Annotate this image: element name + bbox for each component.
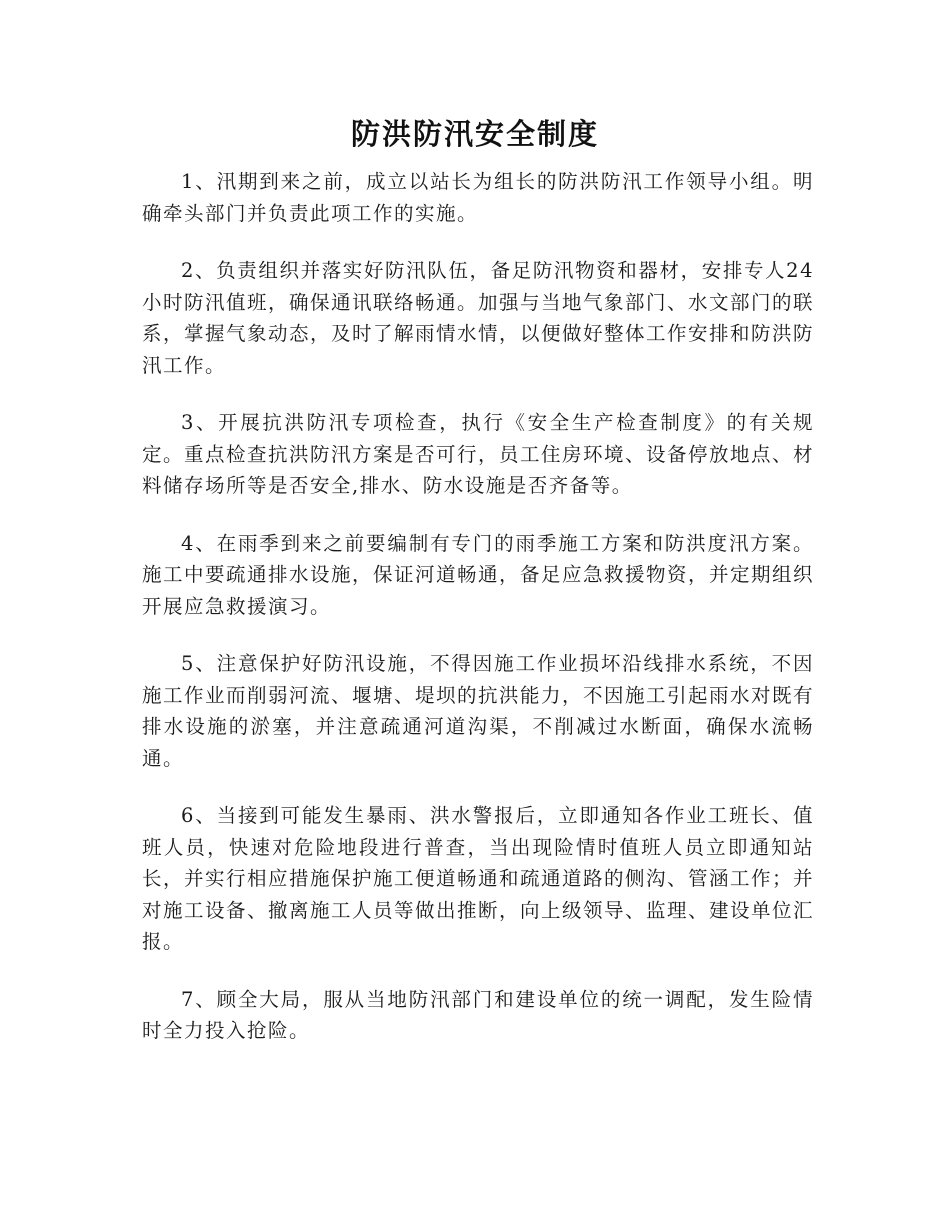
paragraph-5: 5、注意保护好防汛设施，不得因施工作业损坏沿线排水系统，不因施工作业而削弱河流、堰塘、堤坝的抗洪能力，不因施工引起雨水对既有排水设施的淤塞，并注意疏通河道沟渠，不削减过水断面，确保水流畅通。 bbox=[142, 652, 815, 770]
paragraph-6: 6、当接到可能发生暴雨、洪水警报后，立即通知各作业工班长、值班人员，快速对危险地段进行普查，当出现险情时值班人员立即通知站长，并实行相应措施保护施工便道畅通和疏通道路的侧沟、管涵工作；并对施工设备、撤离施工人员等做出推断，向上级领导、监理、建设单位汇报。 bbox=[142, 804, 815, 953]
paragraph-4: 4、在雨季到来之前要编制有专门的雨季施工方案和防洪度汛方案。施工中要疏通排水设施，保证河道畅通，备足应急救援物资，并定期组织开展应急救援演习。 bbox=[142, 531, 815, 618]
paragraph-2: 2、负责组织并落实好防汛队伍，备足防汛物资和器材，安排专人24小时防汛值班，确保通讯联络畅通。加强与当地气象部门、水文部门的联系，掌握气象动态，及时了解雨情水情，以便做好整体工作安排和防洪防汛工作。 bbox=[142, 259, 815, 377]
document-title: 防洪防汛安全制度 bbox=[350, 117, 599, 151]
paragraph-1: 1、汛期到来之前，成立以站长为组长的防洪防汛工作领导小组。明确牵头部门并负责此项工作的实施。 bbox=[142, 170, 814, 225]
paragraph-3: 3、开展抗洪防汛专项检查，执行《安全生产检查制度》的有关规定。重点检查抗洪防汛方案是否可行，员工住房环境、设备停放地点、材料储存场所等是否安全,排水、防水设施是否齐备等。 bbox=[142, 411, 815, 497]
document-body bbox=[142, 166, 814, 1073]
paragraph-7: 7、顾全大局，服从当地防汛部门和建设单位的统一调配，发生险情时全力投入抢险。 bbox=[142, 987, 814, 1042]
